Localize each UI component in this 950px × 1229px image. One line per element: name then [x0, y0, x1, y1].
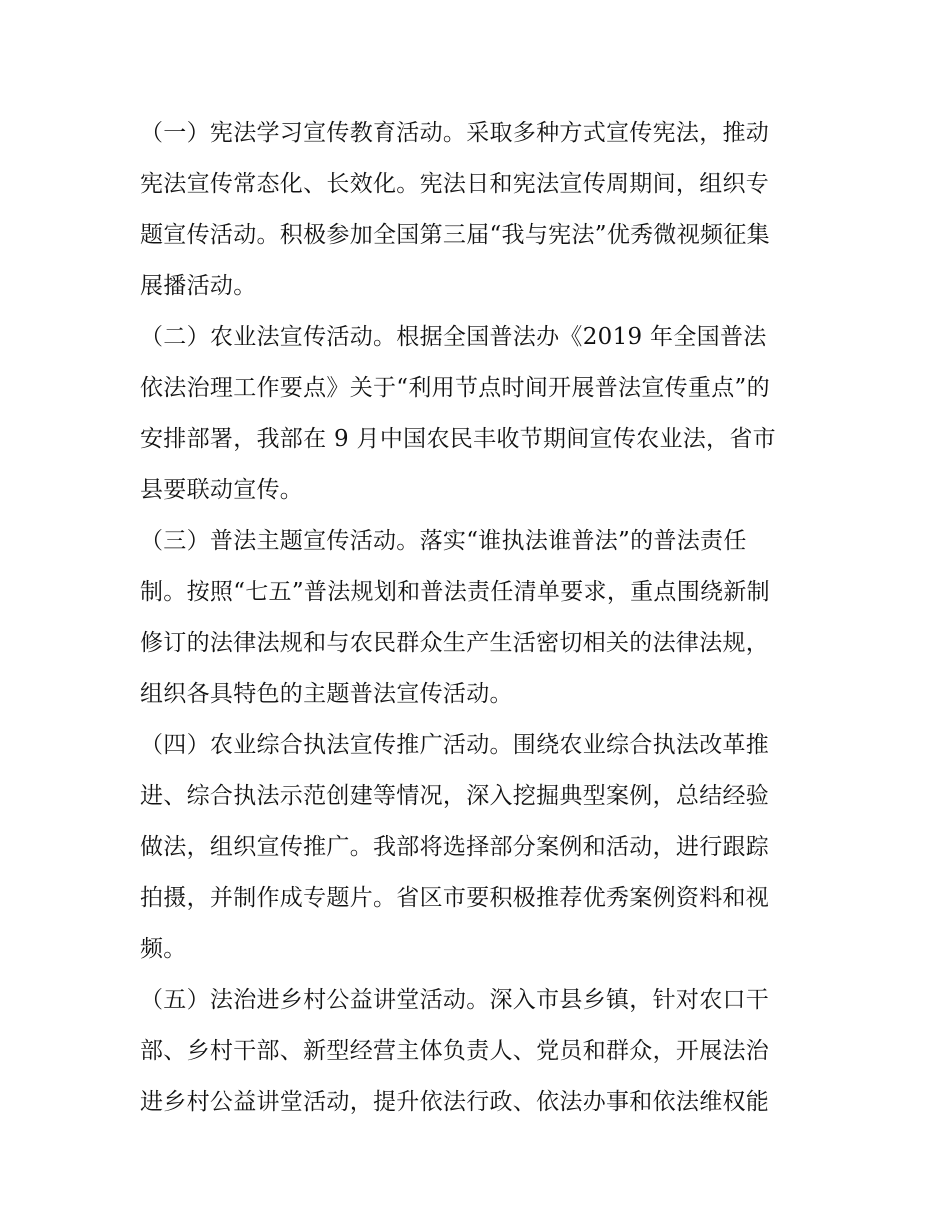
- text-line: （一）宪法学习宣传教育活动。采取多种方式宣传宪法，推动: [140, 120, 770, 146]
- text-line: 部、乡村干部、新型经营主体负责人、党员和群众，开展法治: [140, 1038, 770, 1064]
- text-line: 安排部署，我部在 9 月中国农民丰收节期间宣传农业法，省市: [140, 426, 776, 452]
- text-line: （三）普法主题宣传活动。落实“谁执法谁普法”的普法责任: [140, 528, 747, 554]
- text-line: 做法，组织宣传推广。我部将选择部分案例和活动，进行跟踪: [140, 834, 770, 860]
- paragraph-rural-lecture: [140, 975, 820, 1128]
- text-line: 展播活动。: [140, 273, 257, 299]
- paragraph-law-theme-publicity: [140, 516, 820, 720]
- text-line: 依法治理工作要点》关于“利用节点时间开展普法宣传重点”的: [140, 375, 770, 401]
- text-line: 制。按照“七五”普法规划和普法责任清单要求，重点围绕新制: [140, 579, 770, 605]
- text-line: 进、综合执法示范创建等情况，深入挖掘典型案例，总结经验: [140, 783, 770, 809]
- text-line: 频。: [140, 936, 187, 962]
- text-line: 题宣传活动。积极参加全国第三届“我与宪法”优秀微视频征集: [140, 222, 770, 248]
- text-line: 县要联动宣传。: [140, 477, 304, 503]
- text-line: 进乡村公益讲堂活动，提升依法行政、依法办事和依法维权能: [140, 1089, 770, 1115]
- paragraph-constitution-education: [140, 108, 820, 312]
- text-line: 修订的法律法规和与农民群众生产生活密切相关的法律法规，: [140, 630, 770, 656]
- text-line: （五）法治进乡村公益讲堂活动。深入市县乡镇，针对农口干: [140, 987, 770, 1013]
- text-line: 宪法宣传常态化、长效化。宪法日和宪法宣传周期间，组织专: [140, 171, 770, 197]
- paragraph-agriculture-law: [140, 312, 820, 516]
- paragraph-enforcement-promotion: [140, 720, 820, 975]
- text-line: 组织各具特色的主题普法宣传活动。: [140, 681, 513, 707]
- document-body: [140, 108, 820, 1128]
- text-line: 拍摄，并制作成专题片。省区市要积极推荐优秀案例资料和视: [140, 885, 770, 911]
- text-line: （四）农业综合执法宣传推广活动。围绕农业综合执法改革推: [140, 732, 770, 758]
- text-line: （二）农业法宣传活动。根据全国普法办《2019 年全国普法: [140, 324, 767, 350]
